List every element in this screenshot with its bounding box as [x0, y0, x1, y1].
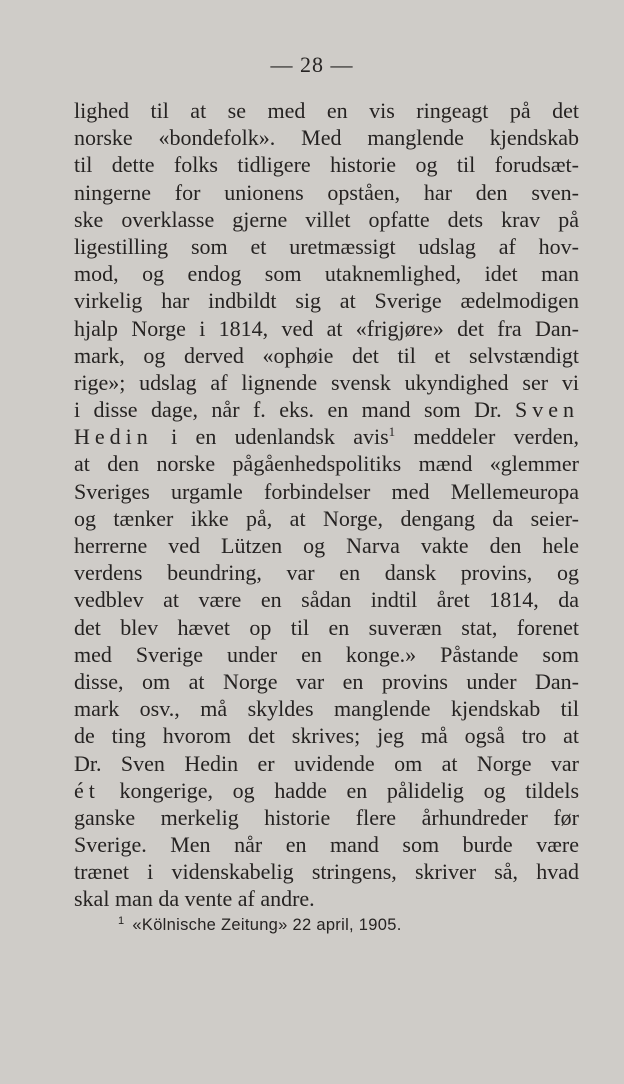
- text-line: skal man da vente af andre.: [74, 886, 315, 912]
- text-line: og tænker ikke på, at Norge, dengang da seier-: [74, 505, 579, 531]
- page-number: — 28 —: [270, 52, 354, 77]
- text-line: de ting hvorom det skrives; jeg må også tro at: [74, 723, 579, 749]
- text-line: rige»; udslag af lignende svensk ukyndighed ser vi: [74, 369, 579, 395]
- text-line-with-spaced-word: [74, 777, 579, 804]
- footnote-mark: 1: [118, 915, 125, 927]
- text-fragment: kongerige, og hadde en pålidelig og tildels: [119, 777, 579, 803]
- footnote: [118, 916, 402, 935]
- text-line: at den norske pågåenhedspolitiks mænd «glemmer: [74, 451, 579, 477]
- text-line: til dette folks tidligere historie og til forudsæt-: [74, 152, 579, 178]
- text-line: mark, og derved «ophøie det til et selvstændigt: [74, 342, 579, 368]
- text-line: Sverige. Men når en mand som burde være: [74, 832, 579, 858]
- text-line: med Sverige under en konge.» Påstande som: [74, 641, 579, 667]
- text-line: ske overklasse gjerne villet opfatte dets krav på: [74, 206, 579, 232]
- text-line: ningerne for unionens opståen, har den sven-: [74, 179, 579, 205]
- text-line: norske «bondefolk». Med manglende kjendskab: [74, 125, 579, 151]
- text-line: det blev hævet op til en suveræn stat, forenet: [74, 614, 579, 640]
- text-fragment: i en udenlandsk avis: [171, 424, 389, 450]
- text-line-with-footnote-ref: [74, 423, 579, 450]
- text-line: herrerne ved Lützen og Narva vakte den hele: [74, 533, 579, 558]
- spaced-word: ét: [74, 777, 100, 803]
- text-line: disse, om at Norge var en provins under Dan-: [74, 668, 579, 694]
- text-line: ligestilling som et uretmæssigt udslag af hov-: [74, 233, 579, 259]
- text-line: Sveriges urgamle forbindelser med Mellemeuropa: [74, 478, 579, 504]
- text-line: hjalp Norge i 1814, ved at «frigjøre» det fra Dan-: [74, 315, 579, 341]
- text-line: Dr. Sven Hedin er uvidende om at Norge var: [74, 750, 579, 776]
- text-line: verdens beundring, var en dansk provins, og: [74, 560, 579, 586]
- text-fragment: meddeler verden,: [413, 424, 579, 450]
- text-line-with-name: [74, 396, 579, 423]
- text-line: mod, og endog som utaknemlighed, idet man: [74, 261, 579, 287]
- footnote-reference: 1: [388, 424, 396, 440]
- text-fragment: i disse dage, når f. eks. en mand som Dr.: [74, 397, 502, 423]
- text-line: ganske merkelig historie flere århundreder før: [74, 804, 579, 830]
- spaced-name: Sven: [515, 397, 579, 423]
- body-text: [74, 97, 579, 913]
- text-line: virkelig har indbildt sig at Sverige ædelmodigen: [74, 288, 579, 314]
- text-line: vedblev at være en sådan indtil året 1814, da: [74, 587, 579, 613]
- spaced-name: Hedin: [74, 424, 153, 450]
- text-line: trænet i videnskabelig stringens, skriver så, hvad: [74, 859, 579, 885]
- footnote-text: «Kölnische Zeitung» 22 april, 1905.: [132, 916, 402, 934]
- text-line: mark osv., må skyldes manglende kjendskab til: [74, 696, 579, 722]
- text-line: lighed til at se med en vis ringeagt på det: [74, 98, 579, 123]
